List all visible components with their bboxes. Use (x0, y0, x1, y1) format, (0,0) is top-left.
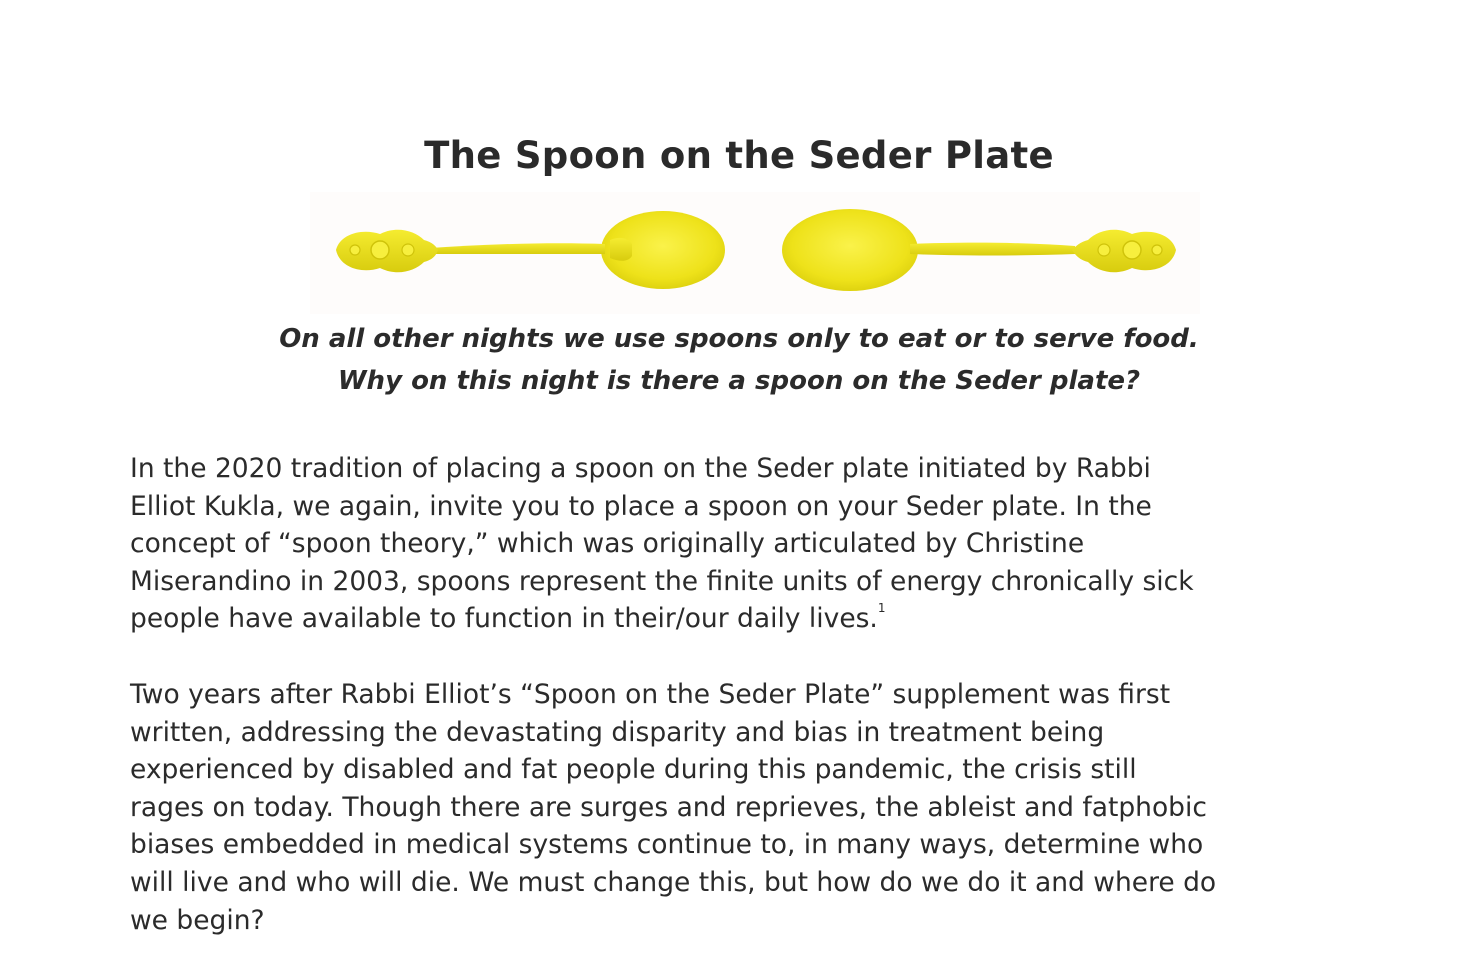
paragraph-crisis (130, 676, 1380, 939)
paragraph-line: will live and who will die. We must change this, but how do we do it and where do (130, 866, 1217, 898)
right-spoon (782, 209, 1176, 291)
paragraph-line: Two years after Rabbi Elliot’s “Spoon on the Seder Plate” supplement was first (130, 679, 1171, 710)
paragraph-line: written, addressing the devastating disparity and bias in treatment being (130, 716, 1105, 748)
paragraph-spoon-theory (130, 450, 1380, 638)
paragraph-line: In the 2020 tradition of placing a spoon on the Seder plate initiated by Rabbi (130, 453, 1151, 484)
footnote-marker[interactable]: 1 (877, 601, 886, 616)
paragraph-line: rages on today. Though there are surges and reprieves, the ableist and fatphobic (130, 791, 1207, 823)
seder-question (0, 318, 1478, 402)
question-line-2: Why on this night is there a spoon on the Seder plate? (337, 366, 1141, 396)
paragraph-line: people have available to function in their/our daily lives. (130, 603, 878, 635)
paragraph-line: Miserandino in 2003, spoons represent the finite units of energy chronically sick (130, 565, 1194, 597)
spoon-pair-icon (310, 192, 1200, 314)
paragraph-line: experienced by disabled and fat people during this pandemic, the crisis still (130, 754, 1137, 786)
page-title: The Spoon on the Seder Plate (424, 134, 1054, 177)
left-spoon (336, 211, 725, 289)
paragraph-line: Elliot Kukla, we again, invite you to place a spoon on your Seder plate. In the (130, 490, 1152, 522)
paragraph-line: concept of “spoon theory,” which was originally articulated by Christine (130, 528, 1085, 560)
spoon-illustration (310, 192, 1200, 314)
paragraph-line-with-footnote (130, 600, 1380, 638)
question-line-1: On all other nights we use spoons only to eat or to serve food. (279, 324, 1199, 354)
paragraph-line: biases embedded in medical systems continue to, in many ways, determine who (130, 829, 1204, 861)
paragraph-line: we begin? (130, 904, 265, 936)
